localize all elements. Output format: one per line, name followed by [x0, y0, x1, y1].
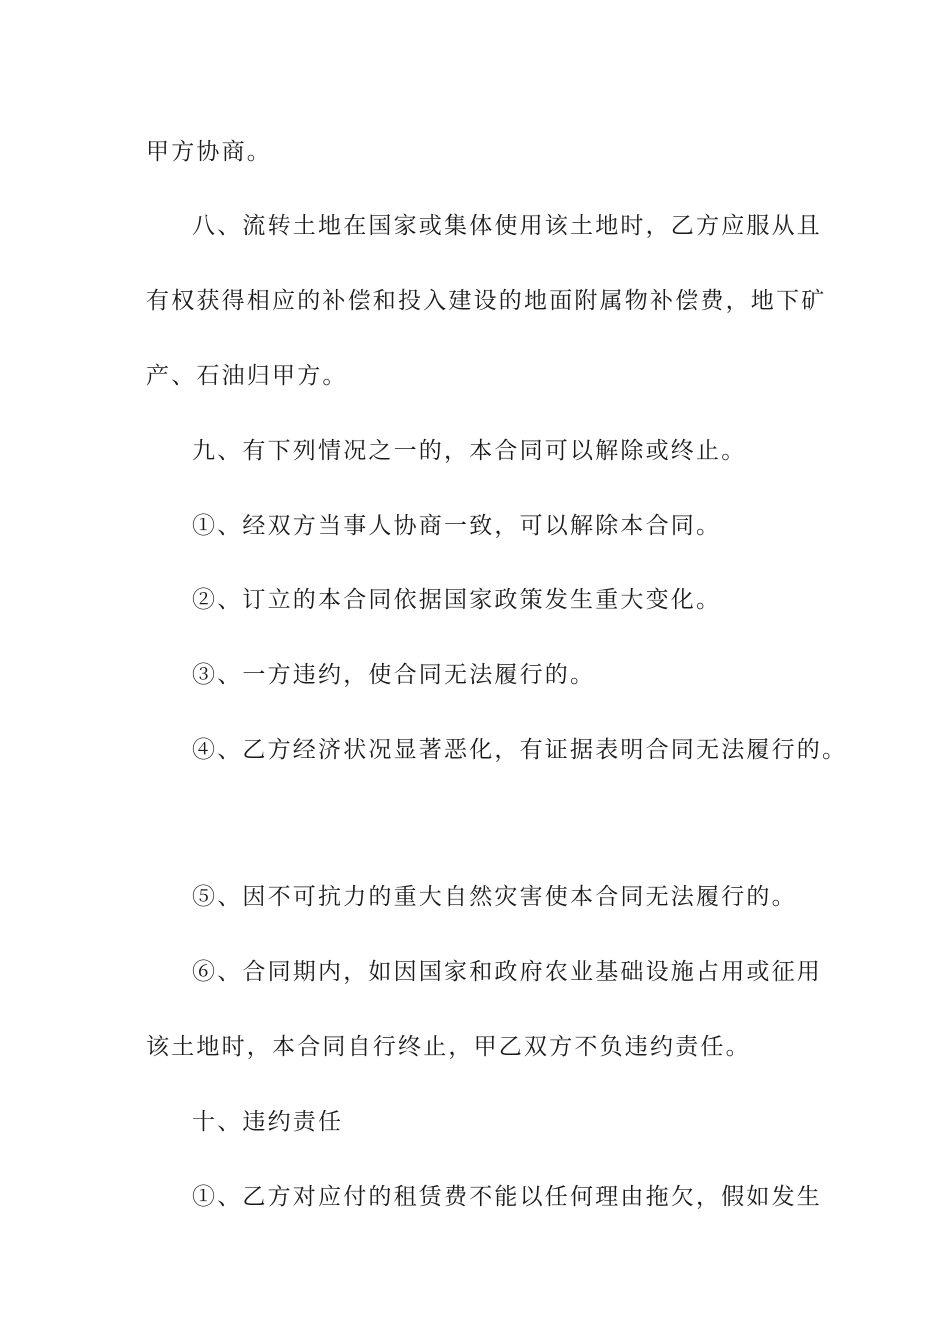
text-line-12: 该土地时，本合同自行终止，甲乙双方不负违约责任。	[146, 1034, 751, 1060]
text-line-9: ④、乙方经济状况显著恶化，有证据表明合同无法履行的。	[192, 737, 848, 763]
text-line-4: 产、石油归甲方。	[146, 363, 348, 389]
text-line-11: ⑥、合同期内，如因国家和政府农业基础设施占用或征用	[192, 959, 822, 985]
text-line-13: 十、违约责任	[192, 1109, 344, 1135]
text-line-3: 有权获得相应的补偿和投入建设的地面附属物补偿费，地下矿	[146, 288, 827, 314]
text-line-14: ①、乙方对应付的租赁费不能以任何理由拖欠，假如发生	[192, 1184, 822, 1210]
text-line-7: ②、订立的本合同依据国家政策发生重大变化。	[192, 587, 722, 613]
text-line-8: ③、一方违约，使合同无法履行的。	[192, 662, 596, 688]
text-line-6: ①、经双方当事人协商一致，可以解除本合同。	[192, 513, 722, 539]
text-line-1: 甲方协商。	[146, 139, 272, 165]
text-line-5: 九、有下列情况之一的，本合同可以解除或终止。	[192, 438, 747, 464]
text-line-10: ⑤、因不可抗力的重大自然灾害使本合同无法履行的。	[192, 884, 797, 910]
text-line-2: 八、流转土地在国家或集体使用该土地时，乙方应服从且	[192, 213, 822, 239]
